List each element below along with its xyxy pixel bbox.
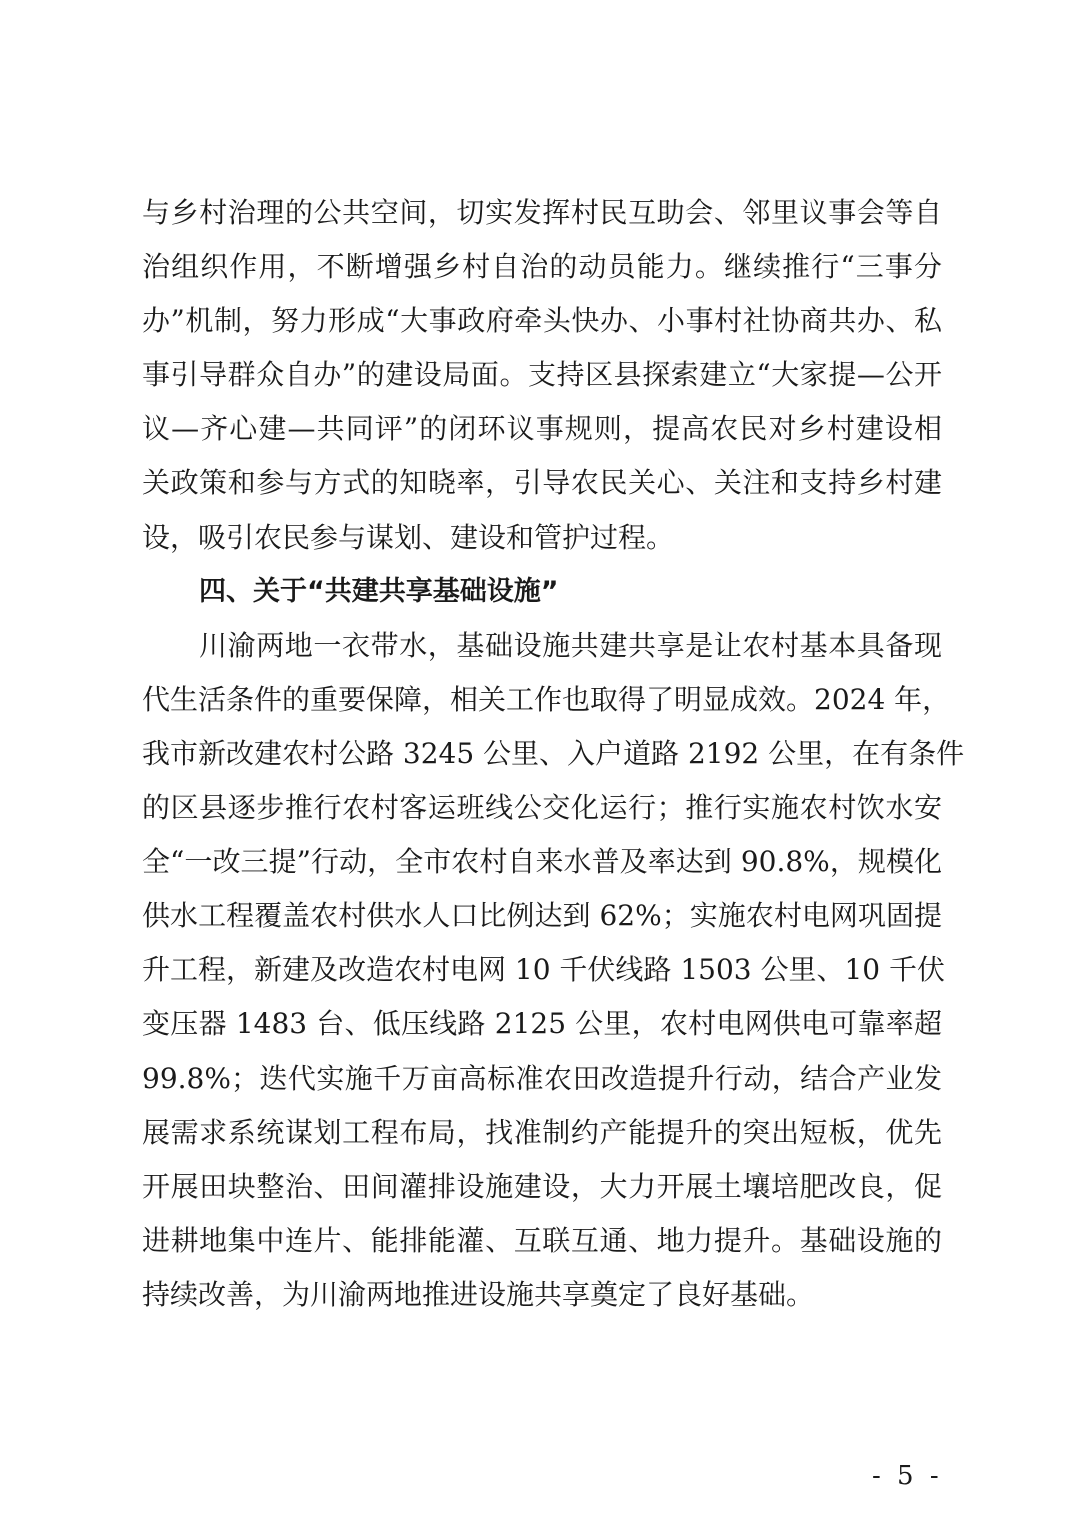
section-line: 升工程，新建及改造农村电网 10 千伏线路 1503 公里、10 千伏 (142, 953, 946, 987)
section-line: 展需求系统谋划工程布局，找准制约产能提升的突出短板，优先 (142, 1115, 942, 1149)
section-line: 代生活条件的重要保障，相关工作也取得了明显成效。2024 年， (142, 682, 951, 716)
body-line: 办”机制，努力形成“大事政府牵头快办、小事村社协商共办、私 (142, 304, 942, 338)
section-line: 进耕地集中连片、能排能灌、互联互通、地力提升。基础设施的 (142, 1223, 942, 1257)
section-heading: 四、关于“共建共享基础设施” (199, 575, 559, 607)
section-line: 99.8%；迭代实施千万亩高标准农田改造提升行动，结合产业发 (142, 1061, 942, 1095)
section-line: 全“一改三提”行动，全市农村自来水普及率达到 90.8%，规模化 (142, 845, 942, 879)
section-line: 我市新改建农村公路 3245 公里、入户道路 2192 公里，在有条件 (142, 736, 965, 770)
section-line: 供水工程覆盖农村供水人口比例达到 62%；实施农村电网巩固提 (142, 899, 942, 933)
body-line: 关政策和参与方式的知晓率，引导农民关心、关注和支持乡村建 (142, 466, 942, 500)
section-line: 持续改善，为川渝两地推进设施共享奠定了良好基础。 (142, 1277, 815, 1311)
body-line: 与乡村治理的公共空间，切实发挥村民互助会、邻里议事会等自 (142, 196, 942, 229)
section-line: 的区县逐步推行农村客运班线公交化运行；推行实施农村饮水安 (142, 791, 942, 825)
body-line: 事引导群众自办”的建设局面。支持区县探索建立“大家提—公开 (142, 358, 942, 392)
body-line: 治组织作用，不断增强乡村自治的动员能力。继续推行“三事分 (142, 250, 942, 284)
page-number: - 5 - (872, 1461, 943, 1491)
section-line: 开展田块整治、田间灌排设施建设，大力开展土壤培肥改良，促 (142, 1169, 942, 1203)
body-line: 议—齐心建—共同评”的闭环议事规则，提高农民对乡村建设相 (142, 412, 942, 446)
body-line: 设，吸引农民参与谋划、建设和管护过程。 (142, 520, 675, 554)
section-line: 川渝两地一衣带水，基础设施共建共享是让农村基本具备现 (199, 628, 942, 662)
document-body (142, 186, 965, 1322)
section-line: 变压器 1483 台、低压线路 2125 公里，农村电网供电可靠率超 (142, 1007, 942, 1041)
